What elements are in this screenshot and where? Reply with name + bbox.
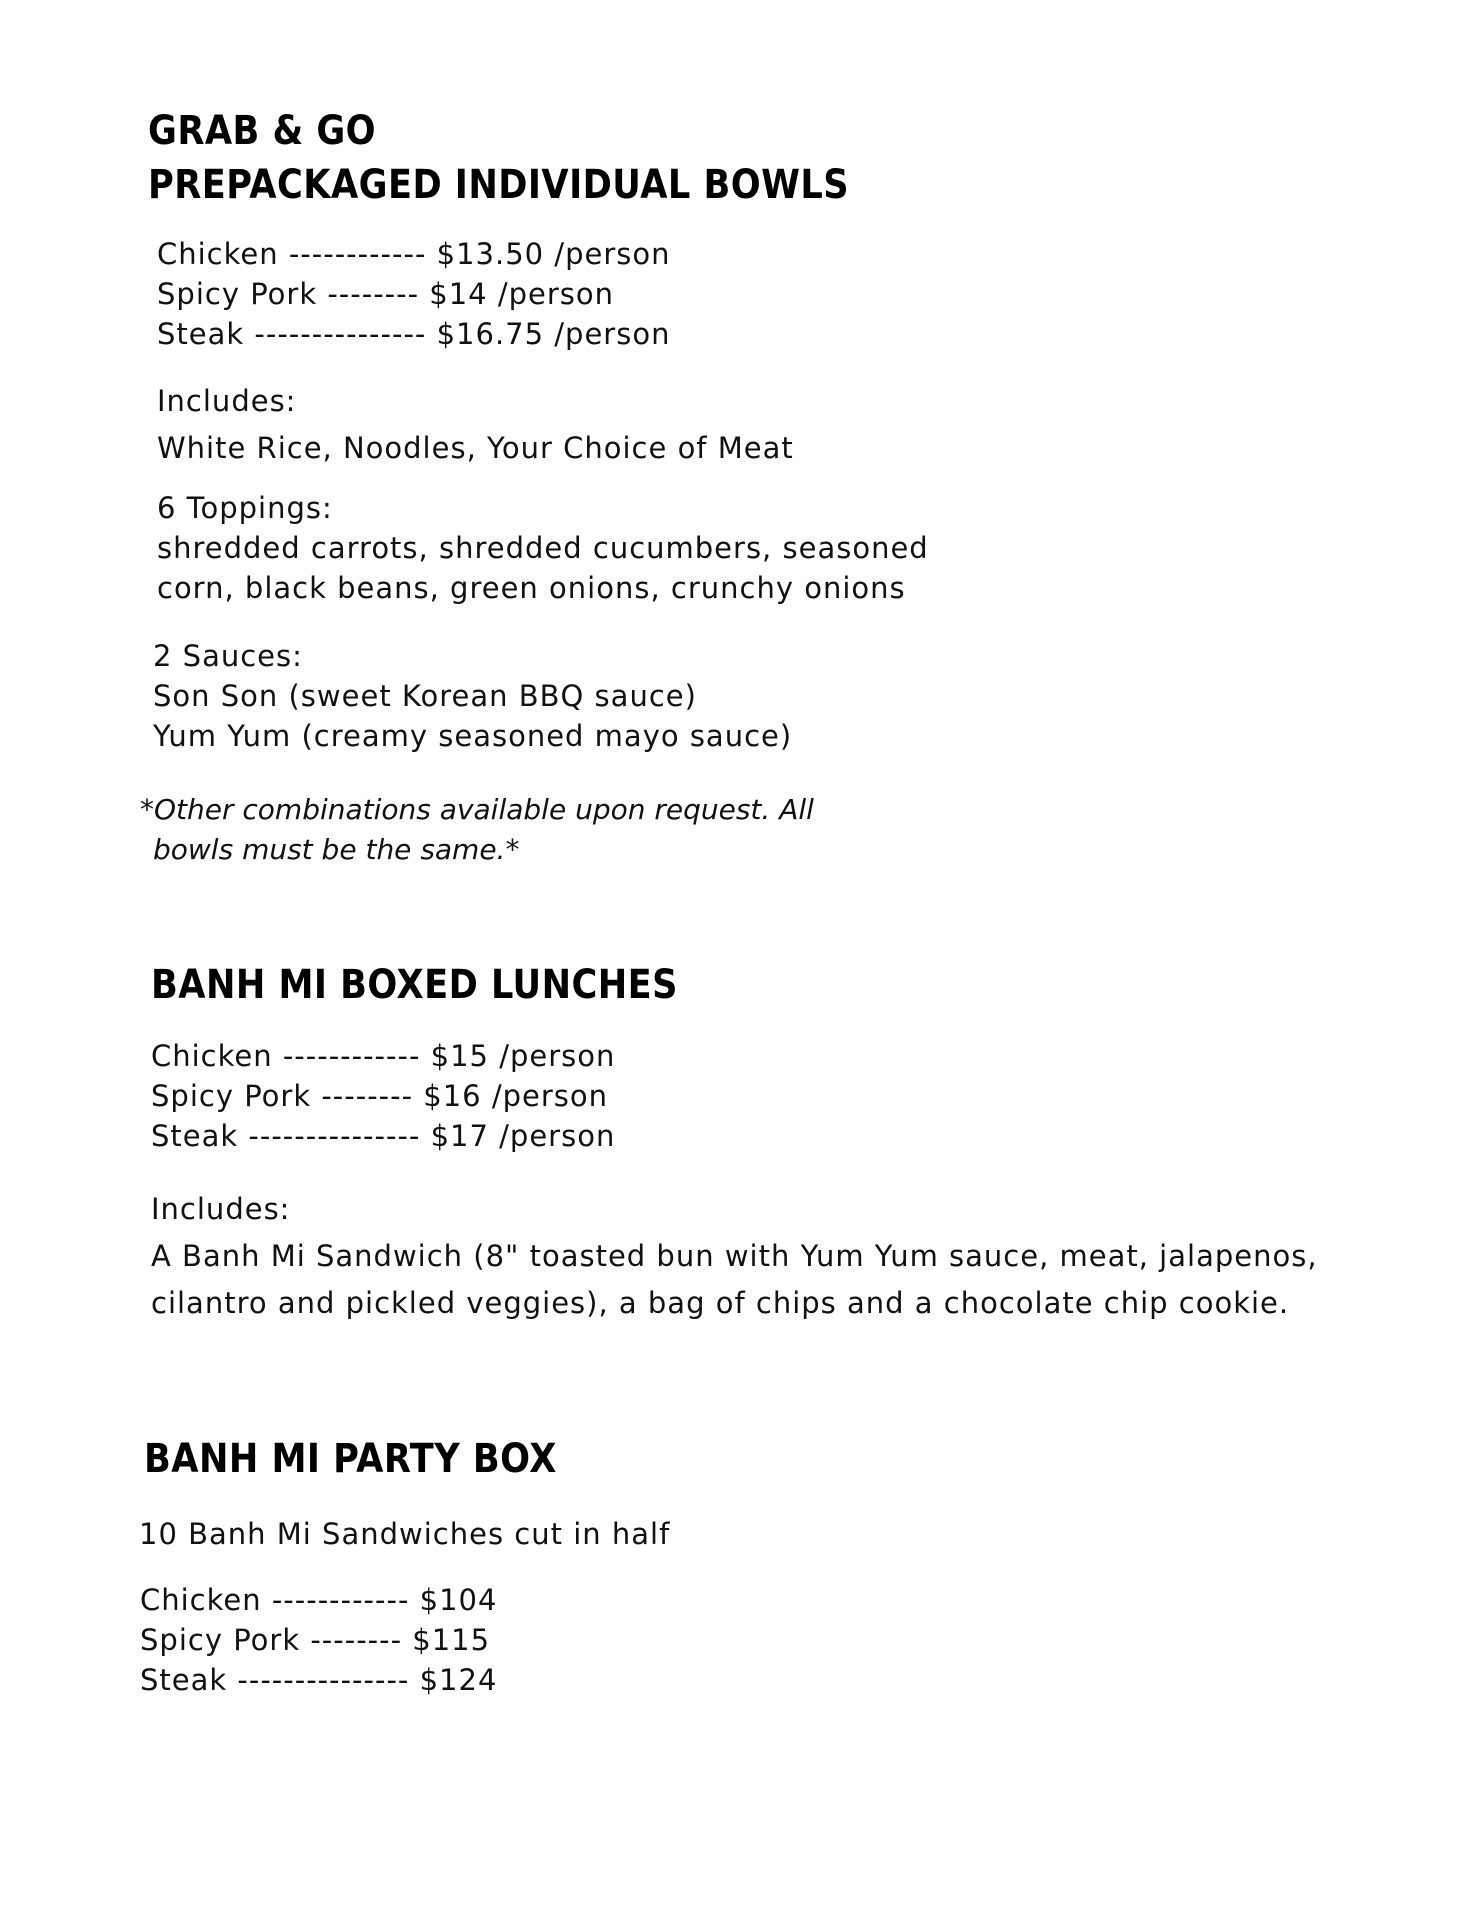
- description-text: 10 Banh Mi Sandwiches cut in half: [139, 1517, 671, 1551]
- sauce-item: Yum Yum (creamy seasoned mayo sauce): [153, 719, 793, 753]
- grab-and-go-sauces: [153, 636, 792, 756]
- price-item-chicken: Chicken ------------ $13.50 /person: [157, 237, 671, 271]
- includes-text: cilantro and pickled veggies), a bag of chips and a chocolate chip cookie.: [151, 1286, 1290, 1320]
- price-item-steak: Steak --------------- $16.75 /person: [157, 317, 671, 351]
- toppings-label: 6 Toppings:: [157, 491, 333, 525]
- section-title-boxed-lunches: BANH MI BOXED LUNCHES: [151, 962, 678, 1008]
- includes-text: A Banh Mi Sandwich (8" toasted bun with Yum Yum sauce, meat, jalapenos,: [151, 1239, 1318, 1273]
- grab-and-go-includes: [157, 378, 794, 472]
- boxed-lunches-includes: [151, 1186, 1318, 1327]
- party-box-price-list: [140, 1580, 497, 1700]
- toppings-line: corn, black beans, green onions, crunchy onions: [157, 571, 906, 605]
- grab-and-go-price-list: [157, 234, 671, 354]
- party-box-description: [139, 1514, 670, 1554]
- note-line: bowls must be the same.*: [153, 833, 520, 866]
- grab-and-go-toppings: [157, 488, 929, 608]
- title-line: GRAB & GO: [148, 108, 377, 154]
- title-line: PREPACKAGED INDIVIDUAL BOWLS: [148, 162, 850, 208]
- note-line: *Other combinations available upon request. All: [140, 793, 814, 826]
- sauces-label: 2 Sauces:: [153, 639, 303, 673]
- price-item-steak: Steak --------------- $124: [140, 1663, 498, 1697]
- price-item-spicy-pork: Spicy Pork -------- $14 /person: [157, 277, 615, 311]
- includes-label: Includes:: [157, 384, 297, 418]
- price-item-spicy-pork: Spicy Pork -------- $16 /person: [151, 1079, 609, 1113]
- price-item-chicken: Chicken ------------ $15 /person: [151, 1039, 616, 1073]
- toppings-line: shredded carrots, shredded cucumbers, seasoned: [157, 531, 929, 565]
- section-title-grab-and-go: [148, 104, 849, 212]
- price-item-steak: Steak --------------- $17 /person: [151, 1119, 616, 1153]
- boxed-lunches-price-list: [151, 1036, 615, 1156]
- price-item-spicy-pork: Spicy Pork -------- $115: [140, 1623, 491, 1657]
- combinations-note: [140, 790, 814, 870]
- price-item-chicken: Chicken ------------ $104: [140, 1583, 498, 1617]
- includes-label: Includes:: [151, 1192, 291, 1226]
- includes-text: White Rice, Noodles, Your Choice of Meat: [157, 431, 794, 465]
- section-title-party-box: BANH MI PARTY BOX: [144, 1436, 557, 1482]
- sauce-item: Son Son (sweet Korean BBQ sauce): [153, 679, 697, 713]
